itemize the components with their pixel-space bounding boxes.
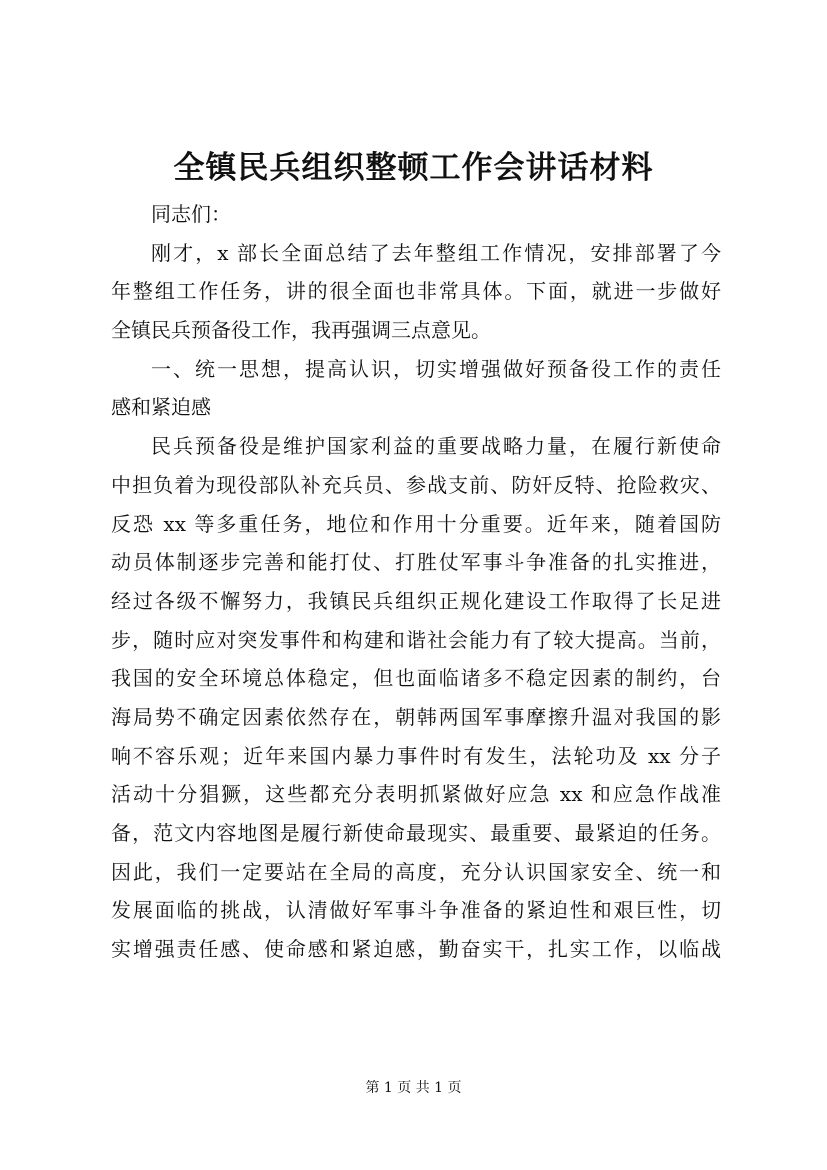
text-line: 发展面临的挑战，认清做好军事斗争准备的紧迫性和艰巨性，切 bbox=[111, 898, 721, 923]
text-line: 备，范文内容地图是履行新使命最现实、最重要、最紧迫的任务。 bbox=[111, 821, 721, 845]
text-line: 同志们： bbox=[151, 202, 231, 226]
text-line: 因此，我们一定要站在全局的高度，充分认识国家安全、统一和 bbox=[111, 859, 721, 884]
text-line: 我国的安全环境总体稳定，但也面临诸多不稳定因素的制约，台 bbox=[111, 666, 721, 691]
page-footer: 第 1 页 共 1 页 bbox=[365, 1080, 462, 1096]
text-line: 民兵预备役是维护国家利益的重要战略力量，在履行新使命 bbox=[151, 434, 721, 459]
text-line: 步，随时应对突发事件和构建和谐社会能力有了较大提高。当前， bbox=[111, 627, 721, 652]
text-line: 动员体制逐步完善和能打仗、打胜仗军事斗争准备的扎实推进， bbox=[111, 550, 721, 575]
document-body bbox=[111, 195, 721, 969]
text-line: 全镇民兵预备役工作，我再强调三点意见。 bbox=[111, 318, 491, 343]
text-line: 一、统一思想，提高认识，切实增强做好预备役工作的责任 bbox=[151, 356, 721, 381]
text-line: 实增强责任感、使命感和紧迫感，勤奋实干，扎实工作，以临战 bbox=[111, 937, 721, 962]
text-line: 活动十分猖獗，这些都充分表明抓紧做好应急 xx 和应急作战准 bbox=[111, 782, 721, 807]
text-line: 感和紧迫感 bbox=[111, 395, 211, 420]
text-line: 响不容乐观；近年来国内暴力事件时有发生，法轮功及 xx 分子 bbox=[111, 743, 721, 768]
text-line: 中担负着为现役部队补充兵员、参战支前、防奸反特、抢险救灾、 bbox=[111, 472, 721, 497]
text-line: 经过各级不懈努力，我镇民兵组织正规化建设工作取得了长足进 bbox=[111, 588, 721, 613]
text-line: 年整组工作任务，讲的很全面也非常具体。下面，就进一步做好 bbox=[111, 279, 721, 304]
document-title: 全镇民兵组织整顿工作会讲话材料 bbox=[173, 150, 654, 186]
text-line: 反恐 xx 等多重任务，地位和作用十分重要。近年来，随着国防 bbox=[111, 511, 721, 536]
text-line: 刚才，x 部长全面总结了去年整组工作情况，安排部署了今 bbox=[151, 240, 721, 265]
text-line: 海局势不确定因素依然存在，朝韩两国军事摩擦升温对我国的影 bbox=[111, 704, 721, 729]
